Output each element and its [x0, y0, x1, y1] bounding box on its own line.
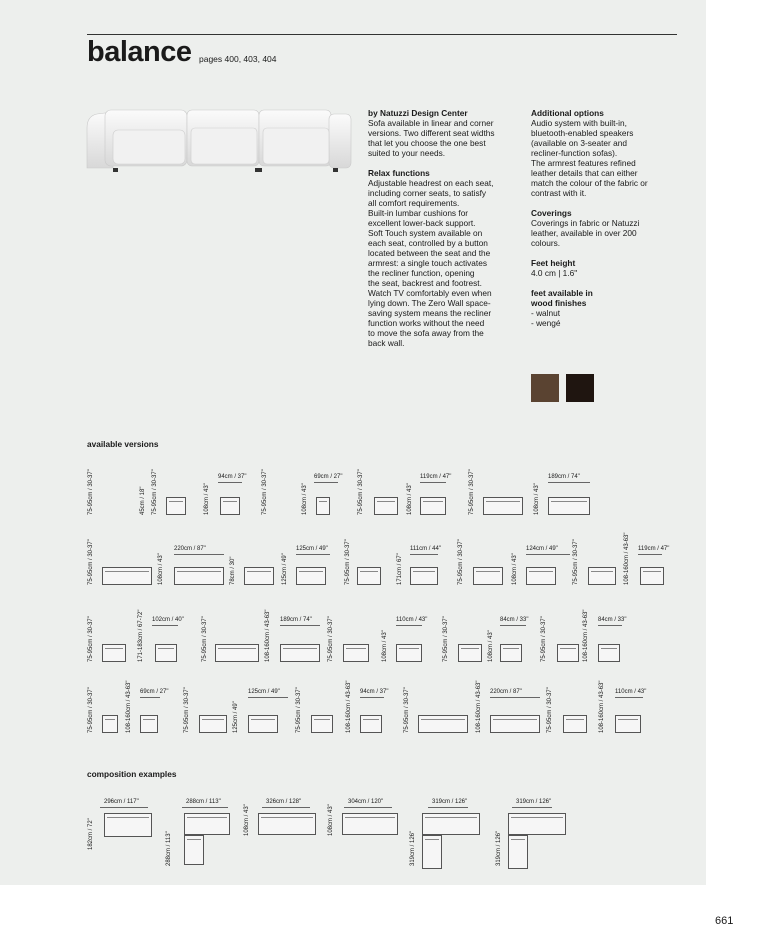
sofa-module-icon: [526, 567, 556, 585]
version-dimension-horizontal: 125cm / 49": [248, 689, 280, 695]
sofa-module-icon: [458, 644, 482, 662]
sofa-module-icon: [588, 567, 616, 585]
version-dimension-vertical: 108cm / 43": [382, 630, 388, 662]
dimension-line: [490, 697, 540, 698]
version-dimension-vertical: 108cm / 43": [534, 483, 540, 515]
version-dimension-vertical: 75-95cm / 30-37": [88, 616, 94, 662]
sofa-module-icon: [215, 644, 259, 662]
composition-dimension-horizontal: 304cm / 120": [348, 799, 384, 805]
dimension-line: [182, 807, 228, 808]
version-dimension-vertical: 108cm / 43": [204, 483, 210, 515]
sofa-module-icon: [598, 644, 620, 662]
feet-value: 4.0 cm | 1.6": [531, 268, 578, 278]
sofa-module-icon: [311, 715, 333, 733]
sofa-module-icon: [280, 644, 320, 662]
dimension-line: [344, 807, 392, 808]
version-dimension-horizontal: 220cm / 87": [490, 689, 522, 695]
sofa-module-icon: [174, 567, 224, 585]
versions-heading: available versions: [87, 439, 159, 449]
version-dimension-vertical: 75-95cm / 30-37": [184, 687, 190, 733]
additional-heading: Additional options: [531, 108, 604, 118]
dimension-line: [100, 807, 148, 808]
version-dimension-vertical: 171-183cm / 67-72": [138, 609, 144, 662]
dimension-line: [218, 482, 242, 483]
version-dimension-vertical: 108-160cm / 43-63": [126, 680, 132, 733]
dimension-line: [428, 807, 468, 808]
dimension-line: [512, 807, 552, 808]
dimension-line: [598, 625, 622, 626]
dimension-line: [262, 807, 310, 808]
dimension-line: [296, 554, 330, 555]
version-dimension-horizontal: 110cm / 43": [615, 689, 647, 695]
dimension-line: [174, 554, 224, 555]
version-dimension-vertical: 108cm / 43": [302, 483, 308, 515]
dimension-line: [280, 625, 320, 626]
finish-walnut: - walnut: [531, 308, 561, 318]
version-dimension-vertical: 108-160cm / 43-63": [583, 609, 589, 662]
version-dimension-vertical: 108cm / 43": [158, 553, 164, 585]
version-dimension-vertical: 75-95cm / 30-37": [345, 539, 351, 585]
version-dimension-vertical: 125cm / 49": [282, 553, 288, 585]
sofa-module-icon: [199, 715, 227, 733]
version-dimension-vertical: 108-160cm / 43-63": [265, 609, 271, 662]
finish-wenge: - wengé: [531, 318, 561, 328]
sofa-module-icon: [360, 715, 382, 733]
version-dimension-horizontal: 110cm / 43": [396, 617, 428, 623]
version-dimension-vertical: 75-95cm / 30-37": [404, 687, 410, 733]
sofa-module-icon: [102, 567, 152, 585]
coverings-heading: Coverings: [531, 208, 572, 218]
sofa-module-icon: [563, 715, 587, 733]
info-column-left: by Natuzzi Design Center Sofa available in linear and corner versions. Two different seat widths that let you choose the one best suited to your needs. Relax functions Adjustable headrest on each seat, including corner seats, to satisfy all comfort requirements. Built-in lumbar cushions for excellent lower-back support. Soft Touch system available on each seat, controlled by a button located between the seat and the armrest: a single touch activates the recliner function, opening the seat, backrest and footrest. Watch TV comfortably even when lying down. The Zero Wall space- saving system means the recliner function works without the need to move the sofa away from the back wall.: [368, 108, 523, 358]
version-dimension-vertical: 125cm / 49": [233, 701, 239, 733]
composition-module-icon: [422, 813, 480, 835]
version-dimension-horizontal: 84cm / 33": [598, 617, 627, 623]
composition-module-icon: [258, 813, 316, 835]
composition-dimension-horizontal: 288cm / 113": [186, 799, 221, 805]
composition-dimension-horizontal: 296cm / 117": [104, 799, 139, 805]
version-dimension-vertical: 45cm / 18": [140, 486, 146, 515]
version-dimension-vertical: 75-95cm / 30-37": [202, 616, 208, 662]
sofa-module-icon: [473, 567, 503, 585]
sofa-module-icon: [548, 497, 590, 515]
finishes-heading-2: wood finishes: [531, 298, 587, 308]
version-dimension-horizontal: 69cm / 27": [140, 689, 169, 695]
composition-module-icon: [422, 835, 442, 869]
sofa-image: [85, 98, 355, 176]
page-references: pages 400, 403, 404: [199, 54, 277, 64]
version-dimension-vertical: 108cm / 43": [407, 483, 413, 515]
composition-dimension-vertical: 108cm / 43": [244, 804, 250, 836]
version-dimension-vertical: 75-95cm / 30-37": [469, 469, 475, 515]
version-dimension-vertical: 75-95cm / 30-37": [262, 469, 268, 515]
version-dimension-vertical: 108-160cm / 43-63": [346, 680, 352, 733]
composition-dimension-horizontal: 319cm / 126": [432, 799, 468, 805]
version-dimension-horizontal: 119cm / 47": [638, 546, 670, 552]
version-dimension-horizontal: 69cm / 27": [314, 474, 343, 480]
sofa-module-icon: [420, 497, 446, 515]
version-dimension-vertical: 75-95cm / 30-37": [443, 616, 449, 662]
sofa-module-icon: [343, 644, 369, 662]
version-dimension-horizontal: 189cm / 74": [548, 474, 580, 480]
finishes-heading-1: feet available in: [531, 288, 593, 298]
version-dimension-horizontal: 111cm / 44": [410, 546, 441, 552]
dimension-line: [140, 697, 160, 698]
sofa-module-icon: [140, 715, 158, 733]
version-dimension-horizontal: 94cm / 37": [360, 689, 389, 695]
sofa-module-icon: [166, 497, 186, 515]
dimension-line: [360, 697, 384, 698]
sofa-module-icon: [410, 567, 438, 585]
version-dimension-horizontal: 220cm / 87": [174, 546, 206, 552]
dimension-line: [248, 697, 288, 698]
sofa-module-icon: [396, 644, 422, 662]
composition-dimension-vertical: 108cm / 43": [328, 804, 334, 836]
version-dimension-horizontal: 94cm / 37": [218, 474, 247, 480]
version-dimension-vertical: 78cm / 30": [230, 556, 236, 585]
dimension-line: [500, 625, 526, 626]
version-dimension-vertical: 75-95cm / 30-37": [358, 469, 364, 515]
version-dimension-vertical: 108-160cm / 43-63": [476, 680, 482, 733]
title-rule: [87, 34, 677, 35]
dimension-line: [638, 554, 662, 555]
sofa-module-icon: [155, 644, 177, 662]
version-dimension-vertical: 108-160cm / 43-63": [624, 532, 630, 585]
sofa-module-icon: [557, 644, 579, 662]
version-dimension-vertical: 75-95cm / 30-37": [88, 469, 94, 515]
sofa-module-icon: [483, 497, 523, 515]
composition-dimension-vertical: 319cm / 126": [410, 830, 416, 866]
sofa-module-icon: [220, 497, 240, 515]
product-title: balance: [87, 36, 192, 68]
composition-module-icon: [342, 813, 398, 835]
dimension-line: [396, 625, 422, 626]
dimension-line: [410, 554, 438, 555]
version-dimension-vertical: 171cm / 67": [397, 553, 403, 585]
sofa-module-icon: [244, 567, 274, 585]
dimension-line: [615, 697, 643, 698]
version-dimension-horizontal: 189cm / 74": [280, 617, 312, 623]
sofa-module-icon: [296, 567, 326, 585]
composition-dimension-vertical: 319cm / 126": [496, 830, 502, 866]
version-dimension-horizontal: 102cm / 40": [152, 617, 184, 623]
composition-module-icon: [104, 813, 152, 837]
sofa-module-icon: [248, 715, 278, 733]
version-dimension-vertical: 75-95cm / 30-37": [547, 687, 553, 733]
version-dimension-vertical: 75-95cm / 30-37": [88, 539, 94, 585]
dimension-line: [152, 625, 178, 626]
sofa-module-icon: [102, 715, 118, 733]
version-dimension-vertical: 75-95cm / 30-37": [88, 687, 94, 733]
relax-heading: Relax functions: [368, 168, 430, 178]
wenge-swatch: [566, 374, 594, 402]
composition-module-icon: [184, 835, 204, 865]
version-dimension-vertical: 75-95cm / 30-37": [458, 539, 464, 585]
composition-dimension-horizontal: 326cm / 128": [266, 799, 302, 805]
dimension-line: [526, 554, 570, 555]
composition-module-icon: [508, 813, 566, 835]
version-dimension-horizontal: 124cm / 49": [526, 546, 558, 552]
sofa-module-icon: [640, 567, 664, 585]
version-dimension-vertical: 108cm / 43": [488, 630, 494, 662]
composition-module-icon: [508, 835, 528, 869]
dimension-line: [420, 482, 446, 483]
page-number: 661: [715, 915, 734, 927]
sofa-module-icon: [374, 497, 398, 515]
version-dimension-vertical: 75-95cm / 30-37": [328, 616, 334, 662]
sofa-module-icon: [316, 497, 330, 515]
version-dimension-horizontal: 119cm / 47": [420, 474, 452, 480]
version-dimension-vertical: 75-95cm / 30-37": [541, 616, 547, 662]
composition-dimension-horizontal: 319cm / 126": [516, 799, 552, 805]
compositions-heading: composition examples: [87, 769, 177, 779]
sofa-module-icon: [418, 715, 468, 733]
version-dimension-vertical: 75-95cm / 30-37": [152, 469, 158, 515]
composition-dimension-vertical: 182cm / 72": [88, 818, 94, 850]
feet-heading: Feet height: [531, 258, 576, 268]
version-dimension-vertical: 108-160cm / 43-63": [599, 680, 605, 733]
version-dimension-vertical: 75-95cm / 30-37": [573, 539, 579, 585]
sofa-module-icon: [357, 567, 381, 585]
version-dimension-horizontal: 84cm / 33": [500, 617, 529, 623]
composition-module-icon: [184, 813, 230, 835]
sofa-module-icon: [615, 715, 641, 733]
composition-dimension-vertical: 288cm / 113": [166, 831, 172, 866]
version-dimension-vertical: 108cm / 43": [512, 553, 518, 585]
sofa-module-icon: [102, 644, 126, 662]
info-column-right: Additional options Audio system with built-in, bluetooth-enabled speakers (available on 3-seater and recliner-function sofas). The armrest features refined leather details that can either match the colour of the fabric or contrast with it. Coverings Coverings in fabric or Natuzzi leather, available in over 200 colours. Feet height 4.0 cm | 1.6" feet available in wood finishes - walnut - wengé: [531, 108, 691, 338]
sofa-module-icon: [500, 644, 522, 662]
dimension-line: [314, 482, 338, 483]
version-dimension-horizontal: 125cm / 49": [296, 546, 328, 552]
version-dimension-vertical: 75-95cm / 30-37": [296, 687, 302, 733]
dimension-line: [548, 482, 590, 483]
designer-heading: by Natuzzi Design Center: [368, 108, 468, 118]
walnut-swatch: [531, 374, 559, 402]
sofa-module-icon: [490, 715, 540, 733]
